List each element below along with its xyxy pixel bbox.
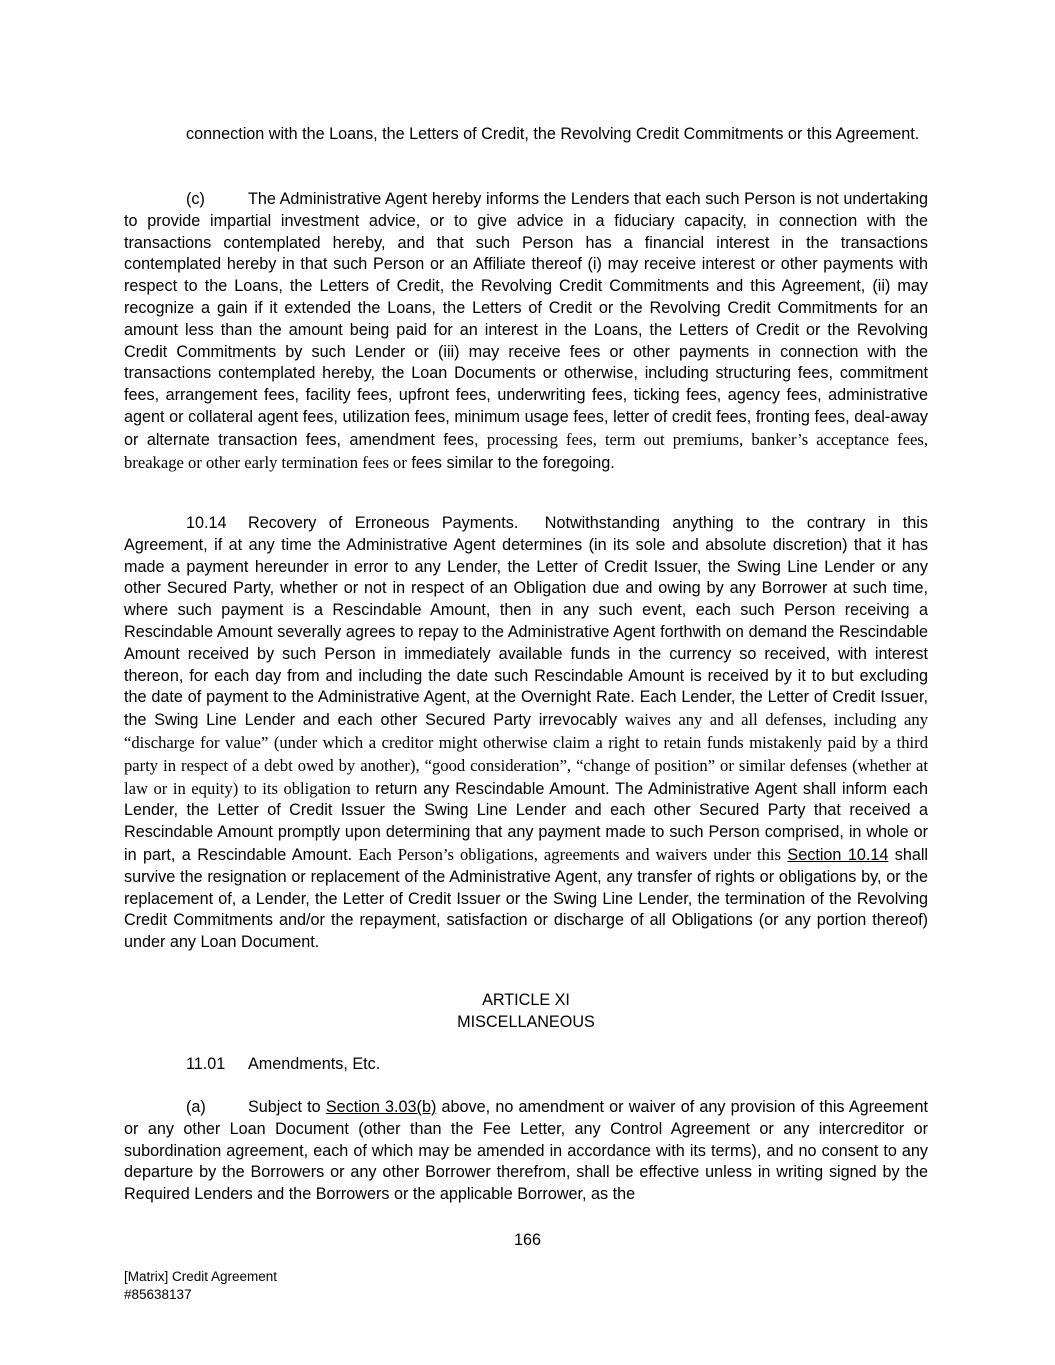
footer	[124, 1268, 277, 1304]
article-subtitle: MISCELLANEOUS	[457, 1013, 595, 1031]
paragraph-label: (c)	[186, 190, 205, 208]
section-reference-link[interactable]: Section 3.03(b)	[325, 1098, 437, 1116]
section-number: 11.01	[186, 1055, 226, 1073]
section-heading: Recovery of Erroneous Payments.	[248, 514, 519, 532]
section-11-01-heading	[186, 1054, 380, 1076]
paragraph-label: (a)	[186, 1098, 206, 1116]
paragraph-a: (a) Subject to Section 3.03(b) above, no amendment or waiver of any provision of this Agreement or any other Loan Document (other than the Fee Letter, any Control Agreement or any intercreditor or subordination agreement, each of which may be amended in accordance with its terms), and no consent to any departure by the Borrowers or any other Borrower therefrom, shall be effective unless in writing signed by the Required Lenders and the Borrowers or the applicable Borrower, as the	[124, 1098, 928, 1204]
footer-document-title: [Matrix] Credit Agreement	[124, 1269, 278, 1284]
section-10-14-paragraph: 10.14 Recovery of Erroneous Payments. Notwithstanding anything to the contrary in this Agreement, if at any time the Administrative Agent determines (in its sole and absolute discretion) that it has made a payment hereunder in error to any Lender, the Letter of Credit Issuer, the Swing Line Lender or any other Secured Party, whether or not in respect of an Obligation due and owing by any Borrower at such time, where such payment is a Rescindable Amount, then in any such event, each such Person receiving a Rescindable Amount severally agrees to repay to the Administrative Agent forthwith on demand the Rescindable Amount received by such Person in immediately available funds in the currency so received, with interest thereon, for each day from and including the date such Rescindable Amount is received by it to but excluding the date of payment to the Administrative Agent, at the Overnight Rate. Each Lender, the Letter of Credit Issuer, the Swing Line Lender and each other Secured Party irrevocably waives any and all defenses, including any “discharge for value” (under which a creditor might otherwise claim a right to retain funds mistakenly paid by a third party in respect of a debt owed by another), “good consideration”, “change of position” or similar defenses (whether at law or in equity) to its obligation to return any Rescindable Amount. The Administrative Agent shall inform each Lender, the Letter of Credit Issuer the Swing Line Lender and each other Secured Party that received a Rescindable Amount promptly upon determining that any payment made to such Person comprised, in whole or in part, a Rescindable Amount. Each Person’s obligations, agreements and waivers under this Section 10.14 shall survive the resignation or replacement of the Administrative Agent, any transfer of rights or obligations by, or the replacement of, a Lender, the Letter of Credit Issuer or the Swing Line Lender, the termination of the Revolving Credit Commitments and/or the repayment, satisfaction or discharge of all Obligations (or any portion thereof) under any Loan Document.	[124, 514, 929, 952]
section-reference-link[interactable]: Section 10.14	[787, 845, 889, 864]
page-number: 166	[513, 1231, 541, 1249]
continuation-paragraph: connection with the Loans, the Letters of Credit, the Revolving Credit Commitments or this Agreement.	[186, 125, 920, 143]
section-heading: Amendments, Etc.	[248, 1055, 381, 1073]
article-title: ARTICLE XI	[482, 991, 570, 1009]
footer-document-id: #85638137	[124, 1287, 192, 1302]
paragraph-c: (c) The Administrative Agent hereby informs the Lenders that each such Person is not undertaking to provide impartial investment advice, or to give advice in a fiduciary capacity, in connection with the transactions contemplated hereby, and that such Person has a financial interest in the transactions contemplated hereby in that such Person or an Affiliate thereof (i) may receive interest or other payments with respect to the Loans, the Letters of Credit, the Revolving Credit Commitments and this Agreement, (ii) may recognize a gain if it extended the Loans, the Letters of Credit or the Revolving Credit Commitments for an amount less than the amount being paid for an interest in the Loans, the Letters of Credit or the Revolving Credit Commitments by such Lender or (iii) may receive fees or other payments in connection with the transactions contemplated hereby, the Loan Documents or otherwise, including structuring fees, commitment fees, arrangement fees, facility fees, upfront fees, underwriting fees, ticking fees, agency fees, administrative agent or collateral agent fees, utilization fees, minimum usage fees, letter of credit fees, fronting fees, deal-away or alternate transaction fees, amendment fees, processing fees, term out premiums, banker’s acceptance fees, breakage or other early termination fees or fees similar to the foregoing.	[124, 190, 929, 472]
section-number: 10.14	[186, 514, 227, 532]
